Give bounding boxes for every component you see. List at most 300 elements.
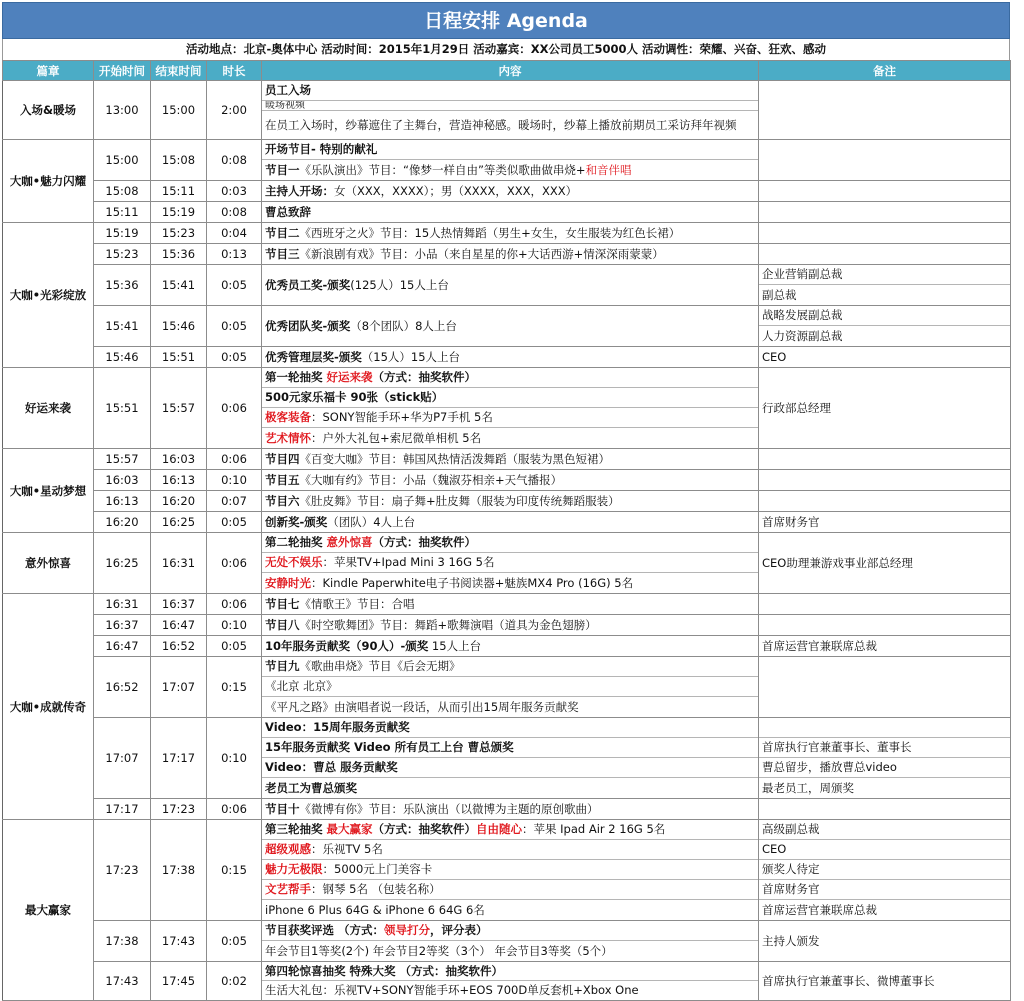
content-line [262, 491, 758, 511]
content-line [262, 758, 758, 778]
content-line [262, 981, 758, 1000]
content-text: （15人）15人上台 [361, 350, 461, 364]
content-text: 女（XXX，XXXX）；男（XXXX，XXX，XXX） [334, 184, 578, 198]
content-text: 自由随心 [476, 822, 523, 836]
notes-cell [759, 449, 1011, 470]
content-cell [262, 265, 759, 306]
content-line [262, 512, 758, 532]
content-text: 好运来袭 [326, 370, 373, 384]
content-text: 在员工入场时，纱幕遮住了主舞台，营造神秘感。暖场时，纱幕上播放前期员工采访拜年视频 [265, 118, 737, 132]
duration: 0:06 [207, 799, 262, 820]
table-row [3, 368, 1011, 449]
content-line [262, 388, 758, 408]
section-name: 大咖•星动梦想 [3, 449, 94, 533]
duration: 0:15 [207, 820, 262, 921]
content-text: 《时空歌舞团》节目：舞蹈+歌舞演唱（道具为金色翅膀） [299, 618, 597, 632]
table-row [3, 512, 1011, 533]
end-time: 15:19 [151, 202, 207, 223]
section-name: 最大赢家 [3, 820, 94, 1001]
content-text: 艺术情怀 [265, 431, 311, 445]
content-text: 优秀员工奖-颁奖 [265, 278, 351, 292]
agenda-table [2, 60, 1011, 1001]
content-text: 节目三 [265, 247, 300, 261]
content-cell [262, 223, 759, 244]
content-line [262, 941, 758, 961]
content-cell [262, 449, 759, 470]
note-line: 曹总留步，播放曹总video [759, 758, 1010, 778]
section-name: 意外惊喜 [3, 533, 94, 594]
content-cell [262, 306, 759, 347]
content-text: 节目九 [265, 659, 300, 673]
content-line [262, 921, 758, 941]
duration: 0:02 [207, 962, 262, 1001]
content-text: 《歌曲串烧》节目《后会无期》 [299, 659, 461, 673]
duration: 0:10 [207, 718, 262, 799]
content-line [262, 573, 758, 593]
table-row [3, 594, 1011, 615]
section-name: 大咖•成就传奇 [3, 594, 94, 820]
content-cell [262, 615, 759, 636]
table-row [3, 265, 1011, 306]
end-time: 15:23 [151, 223, 207, 244]
content-line [262, 111, 758, 139]
table-row [3, 306, 1011, 347]
start-time: 16:31 [94, 594, 151, 615]
notes-cell [759, 223, 1011, 244]
header-content: 内容 [262, 61, 759, 81]
content-line [262, 368, 758, 388]
start-time: 15:00 [94, 140, 151, 181]
duration: 0:05 [207, 921, 262, 962]
section-name: 入场&暖场 [3, 81, 94, 140]
start-time: 13:00 [94, 81, 151, 140]
end-time: 15:41 [151, 265, 207, 306]
table-row [3, 347, 1011, 368]
notes-cell [759, 657, 1011, 718]
notes-cell [759, 512, 1011, 533]
start-time: 15:51 [94, 368, 151, 449]
content-cell [262, 657, 759, 718]
note-line: 首席执行官兼董事长、微博董事长 [762, 974, 935, 988]
content-text: ：钢琴 5名 （包装名称） [311, 882, 441, 896]
duration: 2:00 [207, 81, 262, 140]
table-row [3, 470, 1011, 491]
end-time: 16:37 [151, 594, 207, 615]
content-text: iPhone 6 Plus 64G & iPhone 6 64G 6名 [265, 903, 485, 917]
content-text: 10年服务贡献奖（90人）-颁奖 [265, 639, 429, 653]
content-text: 极客装备 [265, 410, 311, 424]
content-line [262, 244, 758, 264]
content-cell [262, 533, 759, 594]
content-line [262, 408, 758, 428]
agenda-body [3, 81, 1011, 1001]
header-end: 结束时间 [151, 61, 207, 81]
end-time: 17:17 [151, 718, 207, 799]
content-text: 年会节目1等奖(2个) 年会节目2等奖（3个） 年会节目3等奖（5个） [265, 944, 613, 958]
content-cell [262, 81, 759, 140]
header-duration: 时长 [207, 61, 262, 81]
content-line [262, 636, 758, 656]
end-time: 16:31 [151, 533, 207, 594]
content-text: ：户外大礼包+索尼微单相机 5名 [311, 431, 482, 445]
note-line: 首席运营官兼联席总裁 [762, 903, 877, 917]
end-time: 15:46 [151, 306, 207, 347]
content-line [262, 202, 758, 222]
content-cell [262, 181, 759, 202]
content-text: 《新浪剧有戏》节目：小品（来自星星的你+大话西游+情深深雨蒙蒙） [299, 247, 664, 261]
notes-cell [759, 962, 1011, 1001]
notes-cell [759, 799, 1011, 820]
content-text: （8个团队）8人上台 [350, 319, 457, 333]
content-text: Video：曹总 服务贡献奖 [265, 760, 398, 774]
table-row [3, 244, 1011, 265]
duration: 0:04 [207, 223, 262, 244]
content-line [262, 81, 758, 101]
content-text: 超级观感 [265, 842, 311, 856]
end-time: 16:47 [151, 615, 207, 636]
table-row [3, 449, 1011, 470]
start-time: 15:46 [94, 347, 151, 368]
content-line [262, 223, 758, 243]
content-text: ，评分表） [430, 923, 488, 937]
notes-cell [759, 636, 1011, 657]
content-text: 第三轮抽奖 [265, 822, 327, 836]
content-text: 意外惊喜 [326, 535, 373, 549]
section-name: 大咖•魅力闪耀 [3, 140, 94, 223]
notes-cell [759, 202, 1011, 223]
content-text: 安静时光 [265, 576, 311, 590]
notes-cell [759, 140, 1011, 181]
content-cell [262, 921, 759, 962]
content-text: 曹总致辞 [265, 205, 311, 219]
notes-cell [759, 470, 1011, 491]
content-text: ：SONY智能手环+华为P7手机 5名 [311, 410, 493, 424]
start-time: 15:11 [94, 202, 151, 223]
content-cell [262, 470, 759, 491]
content-line [262, 860, 758, 880]
duration: 0:10 [207, 615, 262, 636]
content-line [262, 594, 758, 614]
start-time: 16:13 [94, 491, 151, 512]
content-cell [262, 820, 759, 921]
table-row [3, 181, 1011, 202]
start-time: 17:17 [94, 799, 151, 820]
content-text: （方式：抽奖软件） [372, 535, 477, 549]
note-line: CEO [759, 840, 1010, 860]
notes-cell [759, 921, 1011, 962]
content-cell [262, 347, 759, 368]
content-cell [262, 636, 759, 657]
note-line: 首席财务官 [762, 515, 820, 529]
note-line: 主持人颁发 [762, 934, 820, 948]
content-cell [262, 244, 759, 265]
content-text: 《微博有你》节目：乐队演出（以微博为主题的原创歌曲） [299, 802, 599, 816]
content-text: 《乐队演出》节目：“像梦一样自由”等类似歌曲做串烧+ [299, 163, 586, 177]
table-row [3, 820, 1011, 921]
notes-cell [759, 181, 1011, 202]
start-time: 16:37 [94, 615, 151, 636]
content-cell [262, 718, 759, 799]
table-row [3, 921, 1011, 962]
content-text: ：乐视TV 5名 [311, 842, 383, 856]
note-line: 企业营销副总裁 [759, 265, 1010, 285]
note-line: 颁奖人待定 [759, 860, 1010, 880]
section-name: 好运来袭 [3, 368, 94, 449]
table-row [3, 615, 1011, 636]
table-row [3, 140, 1011, 181]
content-line [262, 428, 758, 448]
end-time: 15:08 [151, 140, 207, 181]
content-text: 《西班牙之火》节目：15人热情舞蹈（男生+女生，女生服装为红色长裙） [299, 226, 681, 240]
content-line [262, 553, 758, 573]
content-line [262, 533, 758, 553]
note-line: 高级副总裁 [759, 820, 1010, 840]
notes-cell [759, 368, 1011, 449]
start-time: 15:19 [94, 223, 151, 244]
start-time: 16:03 [94, 470, 151, 491]
content-text: 节目一 [265, 163, 300, 177]
content-text: 暖场视频 [265, 101, 305, 111]
table-row [3, 962, 1011, 1001]
start-time: 15:08 [94, 181, 151, 202]
content-text: 《平凡之路》由演唱者说一段话，从而引出15周年服务贡献奖 [265, 700, 579, 714]
content-cell [262, 202, 759, 223]
duration: 0:06 [207, 594, 262, 615]
content-cell [262, 491, 759, 512]
content-cell [262, 799, 759, 820]
note-line: 战略发展副总裁 [759, 306, 1010, 326]
end-time: 16:52 [151, 636, 207, 657]
notes-cell [759, 820, 1011, 921]
note-line: 首席财务官 [759, 880, 1010, 900]
duration: 0:08 [207, 202, 262, 223]
content-cell [262, 962, 759, 1001]
content-text: 优秀管理层奖-颁奖 [265, 350, 362, 364]
content-text: 15人上台 [428, 639, 482, 653]
content-text: ：苹果TV+Ipad Mini 3 16G 5名 [322, 555, 495, 569]
table-row [3, 657, 1011, 718]
section-name: 大咖•光彩绽放 [3, 223, 94, 368]
content-line [262, 347, 758, 367]
table-row [3, 533, 1011, 594]
content-text: 节目十 [265, 802, 300, 816]
content-text: 开场节目- 特别的献礼 [265, 142, 378, 156]
content-text: （方式：抽奖软件） [372, 370, 477, 384]
content-line [262, 657, 758, 677]
duration: 0:08 [207, 140, 262, 181]
notes-cell [759, 533, 1011, 594]
notes-cell [759, 347, 1011, 368]
content-line [262, 900, 758, 920]
header-section: 篇章 [3, 61, 94, 81]
end-time: 17:43 [151, 921, 207, 962]
note-line: 首席运营官兼联席总裁 [762, 639, 877, 653]
content-text: 节目二 [265, 226, 300, 240]
content-text: 节目八 [265, 618, 300, 632]
content-line [262, 140, 758, 160]
content-line [262, 840, 758, 860]
content-line [262, 470, 758, 490]
content-text: 《大咖有约》节目：小品（魏淑芬相亲+天气播报） [299, 473, 563, 487]
content-cell [262, 512, 759, 533]
content-text: 最大赢家 [326, 822, 373, 836]
content-cell [262, 368, 759, 449]
duration: 0:05 [207, 306, 262, 347]
end-time: 17:23 [151, 799, 207, 820]
agenda-sheet [2, 2, 1010, 1001]
start-time: 17:07 [94, 718, 151, 799]
content-text: 《百变大咖》节目：韩国风热情活泼舞蹈（服装为黑色短裙） [299, 452, 610, 466]
end-time: 16:13 [151, 470, 207, 491]
note-line: 行政部总经理 [762, 401, 831, 415]
content-text: 第四轮惊喜抽奖 特殊大奖 （方式：抽奖软件） [265, 964, 504, 978]
notes-cell [759, 306, 1011, 347]
end-time: 17:45 [151, 962, 207, 1001]
header-start: 开始时间 [94, 61, 151, 81]
content-line [262, 718, 758, 738]
end-time: 15:11 [151, 181, 207, 202]
content-text: 节目五 [265, 473, 300, 487]
content-text: 无处不娱乐 [265, 555, 323, 569]
content-line [262, 101, 758, 111]
duration: 0:06 [207, 449, 262, 470]
content-line [262, 697, 758, 717]
start-time: 17:38 [94, 921, 151, 962]
content-text: 优秀团队奖-颁奖 [265, 319, 351, 333]
start-time: 16:47 [94, 636, 151, 657]
duration: 0:15 [207, 657, 262, 718]
content-text: （团队）4人上台 [327, 515, 416, 529]
duration: 0:10 [207, 470, 262, 491]
content-text: 文艺帮手 [265, 882, 311, 896]
content-line [262, 677, 758, 697]
note-line [759, 718, 1010, 738]
content-text: (125人）15人上台 [350, 278, 449, 292]
content-line [262, 962, 758, 981]
table-row [3, 202, 1011, 223]
content-text: 创新奖-颁奖 [265, 515, 328, 529]
content-line [262, 880, 758, 900]
end-time: 15:00 [151, 81, 207, 140]
content-text: 第二轮抽奖 [265, 535, 327, 549]
content-text: 魅力无极限 [265, 862, 323, 876]
end-time: 17:07 [151, 657, 207, 718]
duration: 0:06 [207, 533, 262, 594]
start-time: 15:23 [94, 244, 151, 265]
content-text: 《北京 北京》 [265, 679, 338, 693]
end-time: 15:51 [151, 347, 207, 368]
duration: 0:05 [207, 636, 262, 657]
start-time: 16:20 [94, 512, 151, 533]
content-text: ：苹果 Ipad Air 2 16G 5名 [522, 822, 666, 836]
content-text: 第一轮抽奖 [265, 370, 327, 384]
content-text: 《肚皮舞》节目：扇子舞+肚皮舞（服装为印度传统舞蹈服装） [299, 494, 620, 508]
content-text: 节目六 [265, 494, 300, 508]
content-text: 节目获奖评选 （方式： [265, 923, 385, 937]
content-text: 领导打分 [384, 923, 431, 937]
content-text: Video：15周年服务贡献奖 [265, 720, 410, 734]
end-time: 16:25 [151, 512, 207, 533]
start-time: 15:41 [94, 306, 151, 347]
content-cell [262, 594, 759, 615]
content-cell [262, 140, 759, 181]
end-time: 16:03 [151, 449, 207, 470]
note-line: 人力资源副总裁 [762, 329, 843, 343]
start-time: 16:52 [94, 657, 151, 718]
notes-cell [759, 718, 1011, 799]
notes-cell [759, 265, 1011, 306]
content-line [262, 615, 758, 635]
start-time: 16:25 [94, 533, 151, 594]
content-text: 500元家乐福卡 90张（stick贴） [265, 390, 444, 404]
duration: 0:07 [207, 491, 262, 512]
duration: 0:05 [207, 347, 262, 368]
note-line: 最老员工，周颁奖 [762, 781, 854, 795]
notes-cell [759, 244, 1011, 265]
table-row [3, 223, 1011, 244]
table-row [3, 799, 1011, 820]
table-row [3, 636, 1011, 657]
content-text: （方式：抽奖软件） [372, 822, 477, 836]
content-line [262, 181, 758, 201]
note-line: 首席执行官兼董事长、董事长 [759, 738, 1010, 758]
content-text: 《情歌王》节目：合唱 [299, 597, 415, 611]
note-line: CEO助理兼游戏事业部总经理 [762, 556, 913, 570]
content-line [262, 738, 758, 758]
event-info: 活动地点：北京-奥体中心 活动时间：2015年1月29日 活动嘉宾：XX公司员工5000人 活动调性：荣耀、兴奋、狂欢、感动 [2, 39, 1010, 60]
content-text: 员工入场 [265, 83, 311, 97]
duration: 0:05 [207, 265, 262, 306]
duration: 0:03 [207, 181, 262, 202]
content-line [262, 449, 758, 469]
notes-cell [759, 491, 1011, 512]
sheet-title: 日程安排 Agenda [2, 2, 1010, 39]
table-row [3, 718, 1011, 799]
content-text: 和音伴唱 [585, 163, 632, 177]
end-time: 17:38 [151, 820, 207, 921]
end-time: 15:57 [151, 368, 207, 449]
notes-cell [759, 594, 1011, 615]
note-line: CEO [762, 350, 787, 364]
start-time: 15:36 [94, 265, 151, 306]
content-text: 老员工为曹总颁奖 [265, 781, 357, 795]
start-time: 17:43 [94, 962, 151, 1001]
note-line: 副总裁 [762, 288, 797, 302]
start-time: 15:57 [94, 449, 151, 470]
end-time: 15:36 [151, 244, 207, 265]
duration: 0:13 [207, 244, 262, 265]
content-line [262, 306, 758, 346]
table-row [3, 81, 1011, 140]
notes-cell [759, 615, 1011, 636]
content-text: ：5000元上门美容卡 [322, 862, 433, 876]
content-text: 主持人开场： [265, 184, 334, 198]
content-line [262, 799, 758, 819]
end-time: 16:20 [151, 491, 207, 512]
content-line [262, 778, 758, 798]
content-text: 15年服务贡献奖 Video 所有员工上台 曹总颁奖 [265, 740, 514, 754]
duration: 0:06 [207, 368, 262, 449]
content-line [262, 820, 758, 840]
content-line [262, 160, 758, 180]
content-line [262, 265, 758, 305]
header-row [3, 61, 1011, 81]
notes-cell [759, 81, 1011, 140]
start-time: 17:23 [94, 820, 151, 921]
content-text: 节目四 [265, 452, 300, 466]
table-row [3, 491, 1011, 512]
content-text: 节目七 [265, 597, 300, 611]
